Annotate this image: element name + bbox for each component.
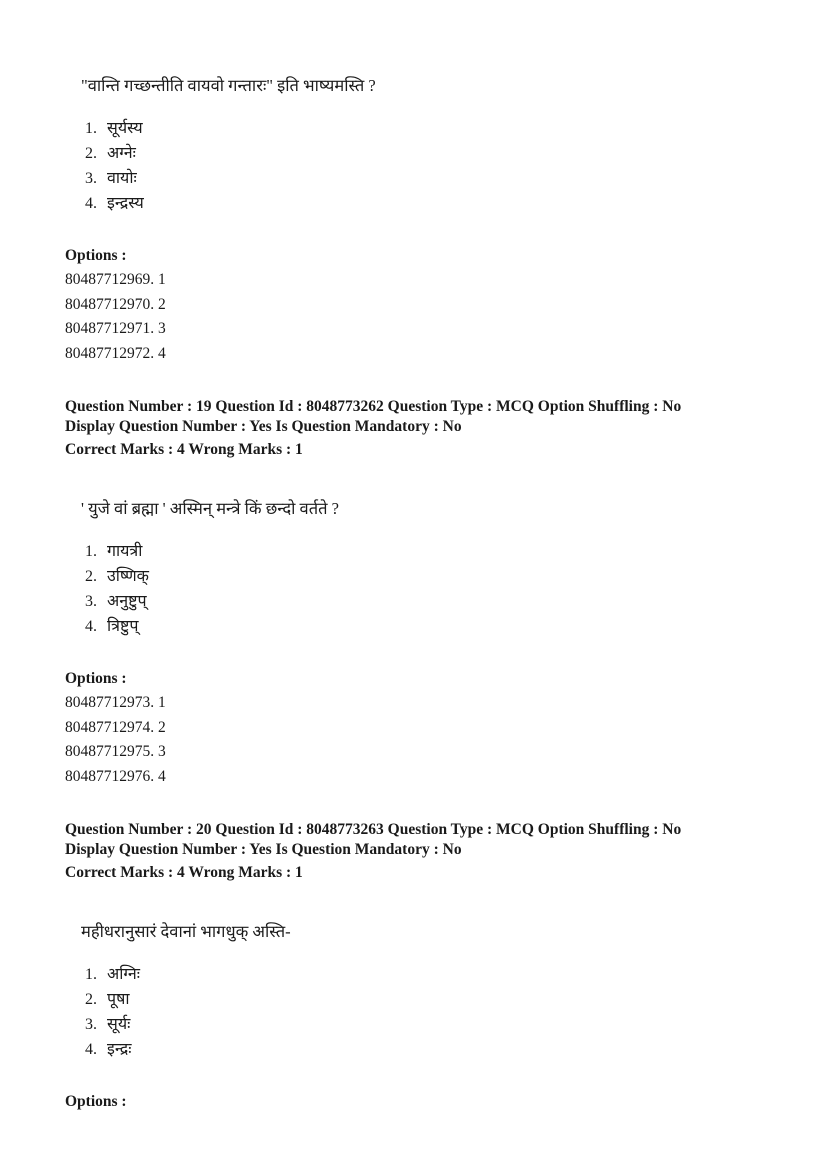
options-list [65, 244, 765, 367]
question-meta [65, 820, 765, 883]
options-list [65, 1090, 765, 1114]
choice-item: 1. गायत्री [85, 543, 143, 560]
option-id-row: 80487712971. 3 [65, 320, 166, 338]
meta-line: Correct Marks : 4 Wrong Marks : 1 [65, 864, 303, 881]
answer-choices [85, 539, 765, 639]
options-heading: Options : [65, 670, 127, 687]
question-meta [65, 397, 765, 460]
option-id-row: 80487712976. 4 [65, 768, 166, 786]
question-text: महीधरानुसारं देवानां भागधुक् अस्ति- [81, 922, 291, 941]
choice-item: 3. अनुष्टुप् [85, 593, 147, 610]
options-list [65, 667, 765, 790]
meta-line: Display Question Number : Yes Is Question Mandatory : No [65, 418, 462, 435]
meta-line: Question Number : 19 Question Id : 8048773262 Question Type : MCQ Option Shuffling : No [65, 398, 682, 415]
choice-item: 1. अग्निः [85, 966, 140, 983]
option-id-row: 80487712969. 1 [65, 271, 166, 288]
question-20 [65, 920, 765, 1062]
meta-line: Correct Marks : 4 Wrong Marks : 1 [65, 441, 303, 458]
question-text: ' युजे वां ब्रह्मा ' अस्मिन् मन्त्रे किं छन्दो वर्तते ? [81, 499, 339, 518]
option-id-row: 80487712970. 2 [65, 295, 166, 313]
meta-line: Question Number : 20 Question Id : 8048773263 Question Type : MCQ Option Shuffling : No [65, 821, 682, 838]
choice-item: 4. इन्द्रस्य [85, 195, 144, 212]
answer-choices [85, 962, 765, 1062]
choice-item: 2. उष्णिक् [85, 568, 149, 585]
choice-item: 3. सूर्यः [85, 1016, 131, 1033]
option-id-row: 80487712972. 4 [65, 345, 166, 363]
options-heading: Options : [65, 1093, 127, 1110]
options-heading: Options : [65, 247, 127, 264]
option-id-row: 80487712975. 3 [65, 743, 166, 761]
answer-choices [85, 116, 765, 216]
option-id-row: 80487712974. 2 [65, 718, 166, 736]
question-text: "वान्ति गच्छन्तीति वायवो गन्तारः" इति भाष्यमस्ति ? [81, 76, 376, 95]
choice-item: 1. सूर्यस्य [85, 120, 143, 137]
choice-item: 4. त्रिष्टुप् [85, 618, 139, 635]
choice-item: 2. अग्नेः [85, 145, 136, 162]
question-19 [65, 497, 765, 639]
choice-item: 2. पूषा [85, 991, 130, 1008]
choice-item: 4. इन्द्रः [85, 1041, 132, 1058]
choice-item: 3. वायोः [85, 170, 137, 187]
meta-line: Display Question Number : Yes Is Question Mandatory : No [65, 841, 462, 858]
option-id-row: 80487712973. 1 [65, 694, 166, 711]
question-18 [65, 74, 765, 216]
